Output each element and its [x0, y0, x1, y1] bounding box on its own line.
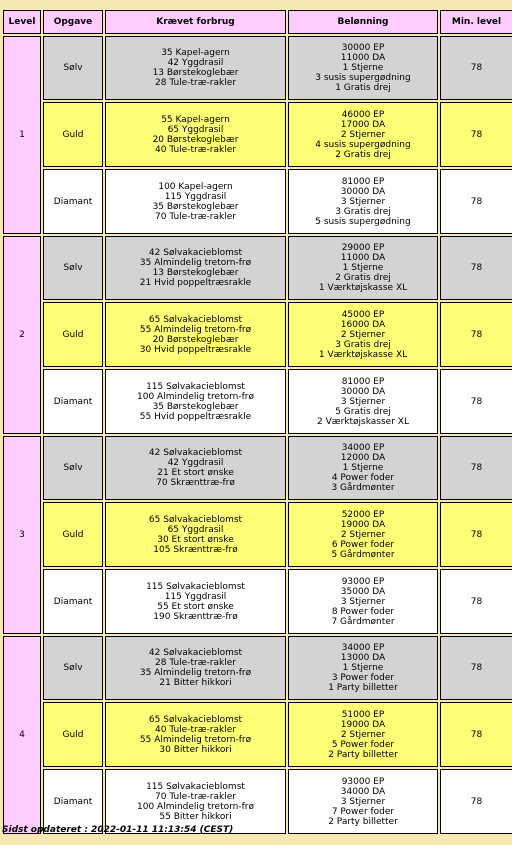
reward-cell: [288, 36, 438, 100]
table-row: [3, 369, 512, 434]
task-name-cell: Diamant: [43, 569, 103, 634]
required-line: 115 Sølvakacieblomst: [146, 581, 245, 592]
required-line: 35 Børstekoglebær: [152, 401, 239, 412]
required-line: 55 Hvid poppeltræsrakle: [139, 411, 252, 422]
task-name-cell: Diamant: [43, 369, 103, 434]
reward-line: 1 Stjerne: [342, 263, 384, 273]
required-line: 42 Sølvakacieblomst: [148, 648, 243, 658]
quest-table: [1, 8, 512, 836]
reward-line: 3 Stjerner: [340, 596, 386, 607]
min-level-cell: 78: [440, 436, 512, 500]
table-row: [3, 302, 512, 367]
task-name-cell: Diamant: [43, 769, 103, 834]
required-cell: [105, 102, 286, 167]
reward-line: 1 Party billetter: [328, 683, 398, 693]
header-level: Level: [3, 10, 41, 34]
required-line: 30 Bitter hikkori: [159, 744, 232, 755]
reward-line: 1 Stjerne: [342, 463, 384, 473]
reward-cell: [288, 502, 438, 567]
reward-cell: [288, 436, 438, 500]
table-row: [3, 702, 512, 767]
level-cell: 1: [3, 36, 41, 234]
reward-line: 17000 DA: [340, 119, 386, 130]
required-line: 190 Skrænttræ-frø: [153, 611, 238, 622]
reward-line: 81000 EP: [341, 376, 385, 387]
table-row: [3, 436, 512, 500]
reward-line: 2 Værktøjskasser XL: [317, 416, 409, 427]
required-line: 115 Yggdrasil: [164, 191, 227, 202]
reward-cell: [288, 169, 438, 234]
required-line: 65 Sølvakacieblomst: [148, 314, 243, 325]
reward-line: 5 Gratis drej: [335, 406, 391, 417]
reward-line: 2 Party billetter: [328, 816, 398, 827]
reward-line: 3 Power foder: [331, 673, 395, 683]
required-line: 28 Tule-træ-rakler: [155, 658, 236, 668]
reward-line: 1 Stjerne: [342, 663, 384, 673]
required-line: 40 Tule-træ-rakler: [155, 144, 236, 155]
reward-line: 93000 EP: [341, 776, 385, 787]
reward-line: 16000 DA: [340, 319, 386, 330]
min-level-cell: 78: [440, 569, 512, 634]
level-cell: 3: [3, 436, 41, 634]
reward-line: 4 susis supergødning: [315, 139, 411, 150]
reward-line: 2 Stjerner: [340, 329, 386, 340]
min-level-cell: 78: [440, 369, 512, 434]
required-cell: [105, 36, 286, 100]
reward-cell: [288, 569, 438, 634]
required-line: 13 Børstekoglebær: [152, 68, 239, 78]
required-line: 13 Børstekoglebær: [152, 268, 239, 278]
required-line: 70 Tule-træ-rakler: [155, 211, 236, 222]
reward-line: 2 Gratis drej: [335, 149, 391, 160]
reward-line: 12000 DA: [340, 453, 386, 463]
reward-line: 34000 EP: [341, 443, 385, 453]
required-cell: [105, 702, 286, 767]
task-name-cell: Sølv: [43, 236, 103, 300]
reward-line: 3 Stjerner: [340, 396, 386, 407]
reward-line: 1 Værktøjskasse XL: [318, 283, 408, 293]
level-cell: 4: [3, 636, 41, 834]
required-cell: [105, 636, 286, 700]
reward-line: 93000 EP: [341, 576, 385, 587]
reward-line: 5 Gårdmønter: [331, 549, 395, 560]
min-level-cell: 78: [440, 636, 512, 700]
required-line: 65 Sølvakacieblomst: [148, 514, 243, 525]
reward-line: 34000 DA: [340, 786, 386, 797]
required-line: 30 Et stort ønske: [157, 534, 234, 545]
reward-cell: [288, 636, 438, 700]
required-line: 100 Almindelig tretorn-frø: [137, 391, 254, 402]
reward-line: 3 Gratis drej: [335, 339, 391, 350]
required-line: 35 Børstekoglebær: [152, 201, 239, 212]
required-line: 21 Et stort ønske: [157, 468, 234, 478]
required-line: 70 Skrænttræ-frø: [156, 478, 235, 488]
table-row: [3, 169, 512, 234]
reward-line: 51000 EP: [341, 709, 385, 720]
required-line: 65 Yggdrasil: [167, 524, 224, 535]
reward-line: 2 Party billetter: [328, 749, 398, 760]
reward-line: 4 Power foder: [331, 473, 395, 483]
table-row: [3, 236, 512, 300]
required-line: 55 Almindelig tretorn-frø: [139, 734, 252, 745]
min-level-cell: 78: [440, 169, 512, 234]
required-line: 40 Tule-træ-rakler: [155, 724, 236, 735]
reward-line: 81000 EP: [341, 176, 385, 187]
task-name-cell: Sølv: [43, 636, 103, 700]
required-line: 105 Skrænttræ-frø: [153, 544, 238, 555]
table-row: [3, 102, 512, 167]
reward-line: 1 Gratis drej: [335, 83, 391, 93]
header-row: [3, 10, 512, 34]
min-level-cell: 78: [440, 502, 512, 567]
min-level-cell: 78: [440, 36, 512, 100]
reward-line: 7 Power foder: [331, 806, 395, 817]
required-line: 70 Tule-træ-rakler: [155, 791, 236, 802]
required-line: 21 Hvid poppeltræsrakle: [139, 278, 252, 288]
reward-cell: [288, 302, 438, 367]
reward-cell: [288, 369, 438, 434]
required-line: 115 Sølvakacieblomst: [146, 381, 245, 392]
last-updated: Sidst opdateret : 2022-01-11 11:13:54 (CEST): [2, 825, 234, 835]
header-min-level: Min. level: [440, 10, 512, 34]
required-cell: [105, 302, 286, 367]
task-name-cell: Guld: [43, 702, 103, 767]
required-line: 55 Kapel-agern: [161, 114, 230, 125]
reward-line: 1 Værktøjskasse XL: [318, 349, 408, 360]
required-line: 55 Et stort ønske: [157, 601, 234, 612]
reward-line: 29000 EP: [341, 243, 385, 253]
required-line: 65 Yggdrasil: [167, 124, 224, 135]
reward-cell: [288, 769, 438, 834]
reward-line: 13000 DA: [340, 653, 386, 663]
required-line: 20 Børstekoglebær: [152, 134, 239, 145]
required-line: 100 Almindelig tretorn-frø: [137, 801, 254, 812]
reward-cell: [288, 702, 438, 767]
required-line: 115 Sølvakacieblomst: [146, 781, 245, 792]
table-row: [3, 502, 512, 567]
level-cell: 2: [3, 236, 41, 434]
reward-line: 19000 DA: [340, 519, 386, 530]
reward-line: 7 Gårdmønter: [331, 616, 395, 627]
required-line: 55 Almindelig tretorn-frø: [139, 324, 252, 335]
required-cell: [105, 502, 286, 567]
reward-line: 46000 EP: [341, 109, 385, 120]
reward-line: 30000 EP: [341, 43, 385, 53]
reward-line: 30000 DA: [340, 186, 386, 197]
reward-cell: [288, 102, 438, 167]
header-task: Opgave: [43, 10, 103, 34]
header-reward: Belønning: [288, 10, 438, 34]
min-level-cell: 78: [440, 102, 512, 167]
reward-line: 2 Stjerner: [340, 129, 386, 140]
table-row: [3, 636, 512, 700]
required-line: 55 Bitter hikkori: [159, 811, 232, 822]
required-line: 35 Almindelig tretorn-frø: [139, 668, 252, 678]
required-line: 20 Børstekoglebær: [152, 334, 239, 345]
reward-line: 8 Power foder: [331, 606, 395, 617]
required-cell: [105, 369, 286, 434]
required-line: 30 Hvid poppeltræsrakle: [139, 344, 252, 355]
reward-line: 35000 DA: [340, 586, 386, 597]
min-level-cell: 78: [440, 702, 512, 767]
required-line: 65 Sølvakacieblomst: [148, 714, 243, 725]
reward-line: 52000 EP: [341, 509, 385, 520]
required-line: 42 Sølvakacieblomst: [148, 448, 243, 458]
reward-cell: [288, 236, 438, 300]
reward-line: 2 Stjerner: [340, 529, 386, 540]
required-line: 28 Tule-træ-rakler: [155, 78, 236, 88]
required-line: 100 Kapel-agern: [158, 181, 233, 192]
header-required: Krævet forbrug: [105, 10, 286, 34]
required-cell: [105, 236, 286, 300]
required-line: 42 Sølvakacieblomst: [148, 248, 243, 258]
reward-line: 34000 EP: [341, 643, 385, 653]
required-cell: [105, 169, 286, 234]
min-level-cell: 78: [440, 769, 512, 834]
task-name-cell: Sølv: [43, 36, 103, 100]
required-line: 21 Bitter hikkori: [159, 678, 232, 688]
reward-line: 2 Stjerner: [340, 729, 386, 740]
reward-line: 45000 EP: [341, 309, 385, 320]
reward-line: 19000 DA: [340, 719, 386, 730]
required-line: 35 Kapel-agern: [161, 48, 230, 58]
required-line: 35 Almindelig tretorn-frø: [139, 258, 252, 268]
required-cell: [105, 569, 286, 634]
task-name-cell: Guld: [43, 302, 103, 367]
task-name-cell: Diamant: [43, 169, 103, 234]
reward-line: 11000 DA: [340, 53, 386, 63]
min-level-cell: 78: [440, 302, 512, 367]
table-row: [3, 36, 512, 100]
reward-line: 11000 DA: [340, 253, 386, 263]
reward-line: 3 Stjerner: [340, 196, 386, 207]
reward-line: 5 susis supergødning: [315, 216, 411, 227]
reward-line: 3 susis supergødning: [315, 73, 411, 83]
required-line: 42 Yggdrasil: [167, 458, 224, 468]
table-row: [3, 569, 512, 634]
task-name-cell: Guld: [43, 102, 103, 167]
task-name-cell: Guld: [43, 502, 103, 567]
required-line: 42 Yggdrasil: [167, 58, 224, 68]
required-line: 115 Yggdrasil: [164, 591, 227, 602]
task-name-cell: Sølv: [43, 436, 103, 500]
reward-line: 3 Gratis drej: [335, 206, 391, 217]
reward-line: 6 Power foder: [331, 539, 395, 550]
reward-line: 3 Stjerner: [340, 796, 386, 807]
table-body: [3, 36, 512, 834]
required-cell: [105, 436, 286, 500]
reward-line: 2 Gratis drej: [335, 273, 391, 283]
reward-line: 1 Stjerne: [342, 63, 384, 73]
reward-line: 3 Gårdmønter: [331, 483, 395, 493]
min-level-cell: 78: [440, 236, 512, 300]
reward-line: 30000 DA: [340, 386, 386, 397]
reward-line: 5 Power foder: [331, 739, 395, 750]
